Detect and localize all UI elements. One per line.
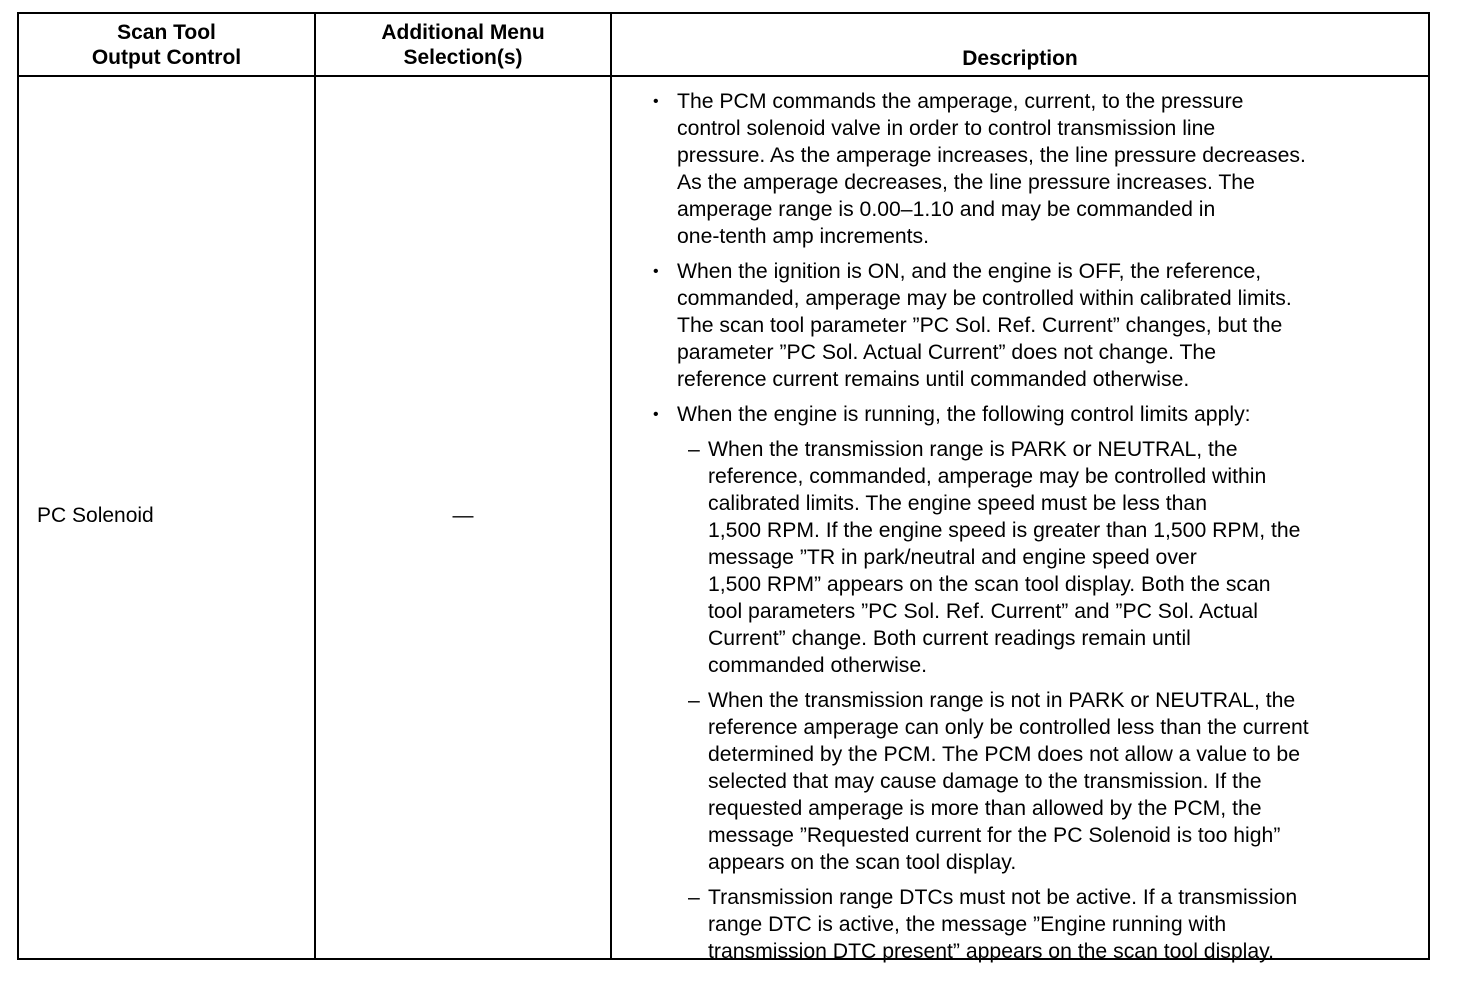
header-scan-tool-output-control bbox=[19, 14, 314, 75]
sub-2-line-4: selected that may cause damage to the transmission. If the bbox=[708, 770, 1262, 793]
header-col2-line1: Additional Menu bbox=[381, 20, 545, 44]
bullet-1-line-5: amperage range is 0.00–1.10 and may be commanded in bbox=[677, 198, 1216, 221]
dash-icon: – bbox=[688, 886, 700, 909]
bullet-icon: • bbox=[653, 263, 659, 280]
sub-2-line-7: appears on the scan tool display. bbox=[708, 851, 1017, 874]
bullet-item bbox=[612, 258, 1428, 393]
header-additional-menu-selections bbox=[316, 14, 610, 75]
bullet-1-line-2: control solenoid valve in order to control transmission line bbox=[677, 117, 1216, 140]
sub-2-line-3: determined by the PCM. The PCM does not allow a value to be bbox=[708, 743, 1300, 766]
bullet-1-line-1: The PCM commands the amperage, current, to the pressure bbox=[677, 90, 1244, 113]
sub-2-line-6: message ”Requested current for the PC Solenoid is too high” bbox=[708, 824, 1281, 847]
header-col2-line2: Selection(s) bbox=[403, 45, 523, 69]
sub-1-line-1: When the transmission range is PARK or NEUTRAL, the bbox=[708, 438, 1238, 461]
bullet-2-line-2: commanded, amperage may be controlled within calibrated limits. bbox=[677, 287, 1292, 310]
sub-1-line-8: Current” change. Both current readings remain until bbox=[708, 627, 1191, 650]
bullet-icon: • bbox=[653, 406, 659, 423]
bullet-2-line-5: reference current remains until commanded otherwise. bbox=[677, 368, 1190, 391]
bullet-2-line-3: The scan tool parameter ”PC Sol. Ref. Current” changes, but the bbox=[677, 314, 1283, 337]
sub-item bbox=[612, 884, 1428, 965]
sub-1-line-9: commanded otherwise. bbox=[708, 654, 928, 677]
sub-3-line-2: range DTC is active, the message ”Engine running with bbox=[708, 913, 1227, 936]
bullet-item bbox=[612, 401, 1428, 428]
sub-2-line-2: reference amperage can only be controlled less than the current bbox=[708, 716, 1309, 739]
output-control-table bbox=[17, 12, 1430, 963]
sub-3-line-3: transmission DTC present” appears on the scan tool display. bbox=[708, 940, 1275, 963]
sub-item bbox=[612, 687, 1428, 876]
sub-item bbox=[612, 436, 1428, 679]
header-col3: Description bbox=[962, 47, 1078, 70]
sub-1-line-4: 1,500 RPM. If the engine speed is greater than 1,500 RPM, the bbox=[708, 519, 1301, 542]
header-description bbox=[612, 14, 1428, 75]
header-col1-line2: Output Control bbox=[91, 45, 242, 69]
sub-1-line-2: reference, commanded, amperage may be controlled within bbox=[708, 465, 1267, 488]
menu-selection-cell: — bbox=[452, 504, 474, 527]
sub-1-line-3: calibrated limits. The engine speed must be less than bbox=[708, 492, 1207, 515]
output-control-cell: PC Solenoid bbox=[37, 504, 154, 527]
sub-1-line-6: 1,500 RPM” appears on the scan tool display. Both the scan bbox=[708, 573, 1271, 596]
description-cell bbox=[612, 88, 1428, 973]
sub-1-line-7: tool parameters ”PC Sol. Ref. Current” and ”PC Sol. Actual bbox=[708, 600, 1258, 623]
bullet-2-line-1: When the ignition is ON, and the engine is OFF, the reference, bbox=[677, 260, 1262, 283]
bullet-icon: • bbox=[653, 93, 659, 110]
column-divider-1 bbox=[314, 14, 316, 958]
sub-3-line-1: Transmission range DTCs must not be active. If a transmission bbox=[708, 886, 1298, 909]
sub-2-line-1: When the transmission range is not in PARK or NEUTRAL, the bbox=[708, 689, 1296, 712]
header-col1-line1: Scan Tool bbox=[117, 20, 216, 44]
dash-icon: – bbox=[688, 438, 700, 461]
bullet-1-line-4: As the amperage decreases, the line pressure increases. The bbox=[677, 171, 1255, 194]
bullet-3-line-1: When the engine is running, the following control limits apply: bbox=[677, 403, 1251, 426]
bullet-item bbox=[612, 88, 1428, 250]
bullet-1-line-6: one-tenth amp increments. bbox=[677, 225, 930, 248]
dash-icon: – bbox=[688, 689, 700, 712]
sub-1-line-5: message ”TR in park/neutral and engine speed over bbox=[708, 546, 1197, 569]
header-divider bbox=[19, 75, 1428, 77]
bullet-2-line-4: parameter ”PC Sol. Actual Current” does not change. The bbox=[677, 341, 1216, 364]
sub-2-line-5: requested amperage is more than allowed by the PCM, the bbox=[708, 797, 1262, 820]
bullet-1-line-3: pressure. As the amperage increases, the line pressure decreases. bbox=[677, 144, 1306, 167]
